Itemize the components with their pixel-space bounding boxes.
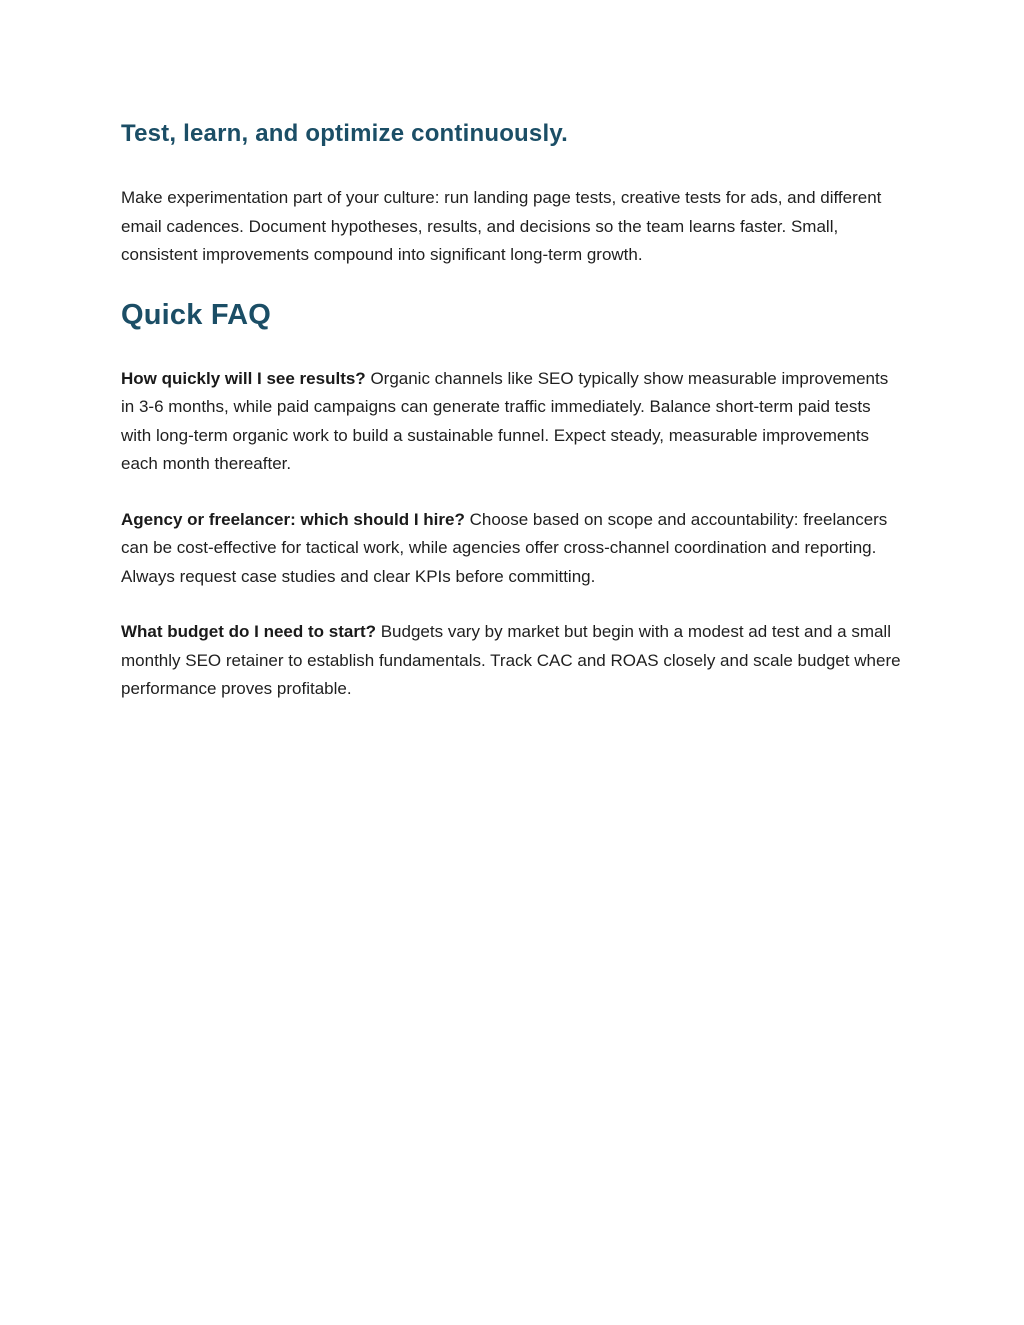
- faq-answer: Choose based on scope and accountability: freelancers can be cost-effective for tactical work, while agencies offer cross-channel coordination and reporting. Always request case studies and clear KPIs before committing.: [121, 509, 888, 586]
- faq-heading: Quick FAQ: [121, 298, 272, 331]
- faq-answer: Organic channels like SEO typically show measurable improvements in 3-6 months, while paid campaigns can generate traffic immediately. Balance short-term paid tests with long-term organic work to build a sustainable funnel. Expect steady, measurable improvements each month thereafter.: [121, 368, 889, 474]
- faq-answer: Budgets vary by market but begin with a modest ad test and a small monthly SEO retainer to establish fundamentals. Track CAC and ROAS closely and scale budget where performance proves profitable.: [121, 622, 901, 699]
- faq-item: [121, 365, 903, 479]
- faq-question: How quickly will I see results?: [121, 368, 366, 388]
- faq-item: [121, 618, 903, 704]
- faq-question: What budget do I need to start?: [121, 622, 376, 642]
- section-heading: Test, learn, and optimize continuously.: [121, 120, 568, 147]
- section-paragraph: Make experimentation part of your culture: run landing page tests, creative tests for ads, and different email cadences. Document hypotheses, results, and decisions so the team learns faster. Small, consistent improvements compound into significant long-term growth.: [121, 188, 882, 265]
- faq-question: Agency or freelancer: which should I hire?: [121, 509, 465, 529]
- faq-item: [121, 506, 903, 592]
